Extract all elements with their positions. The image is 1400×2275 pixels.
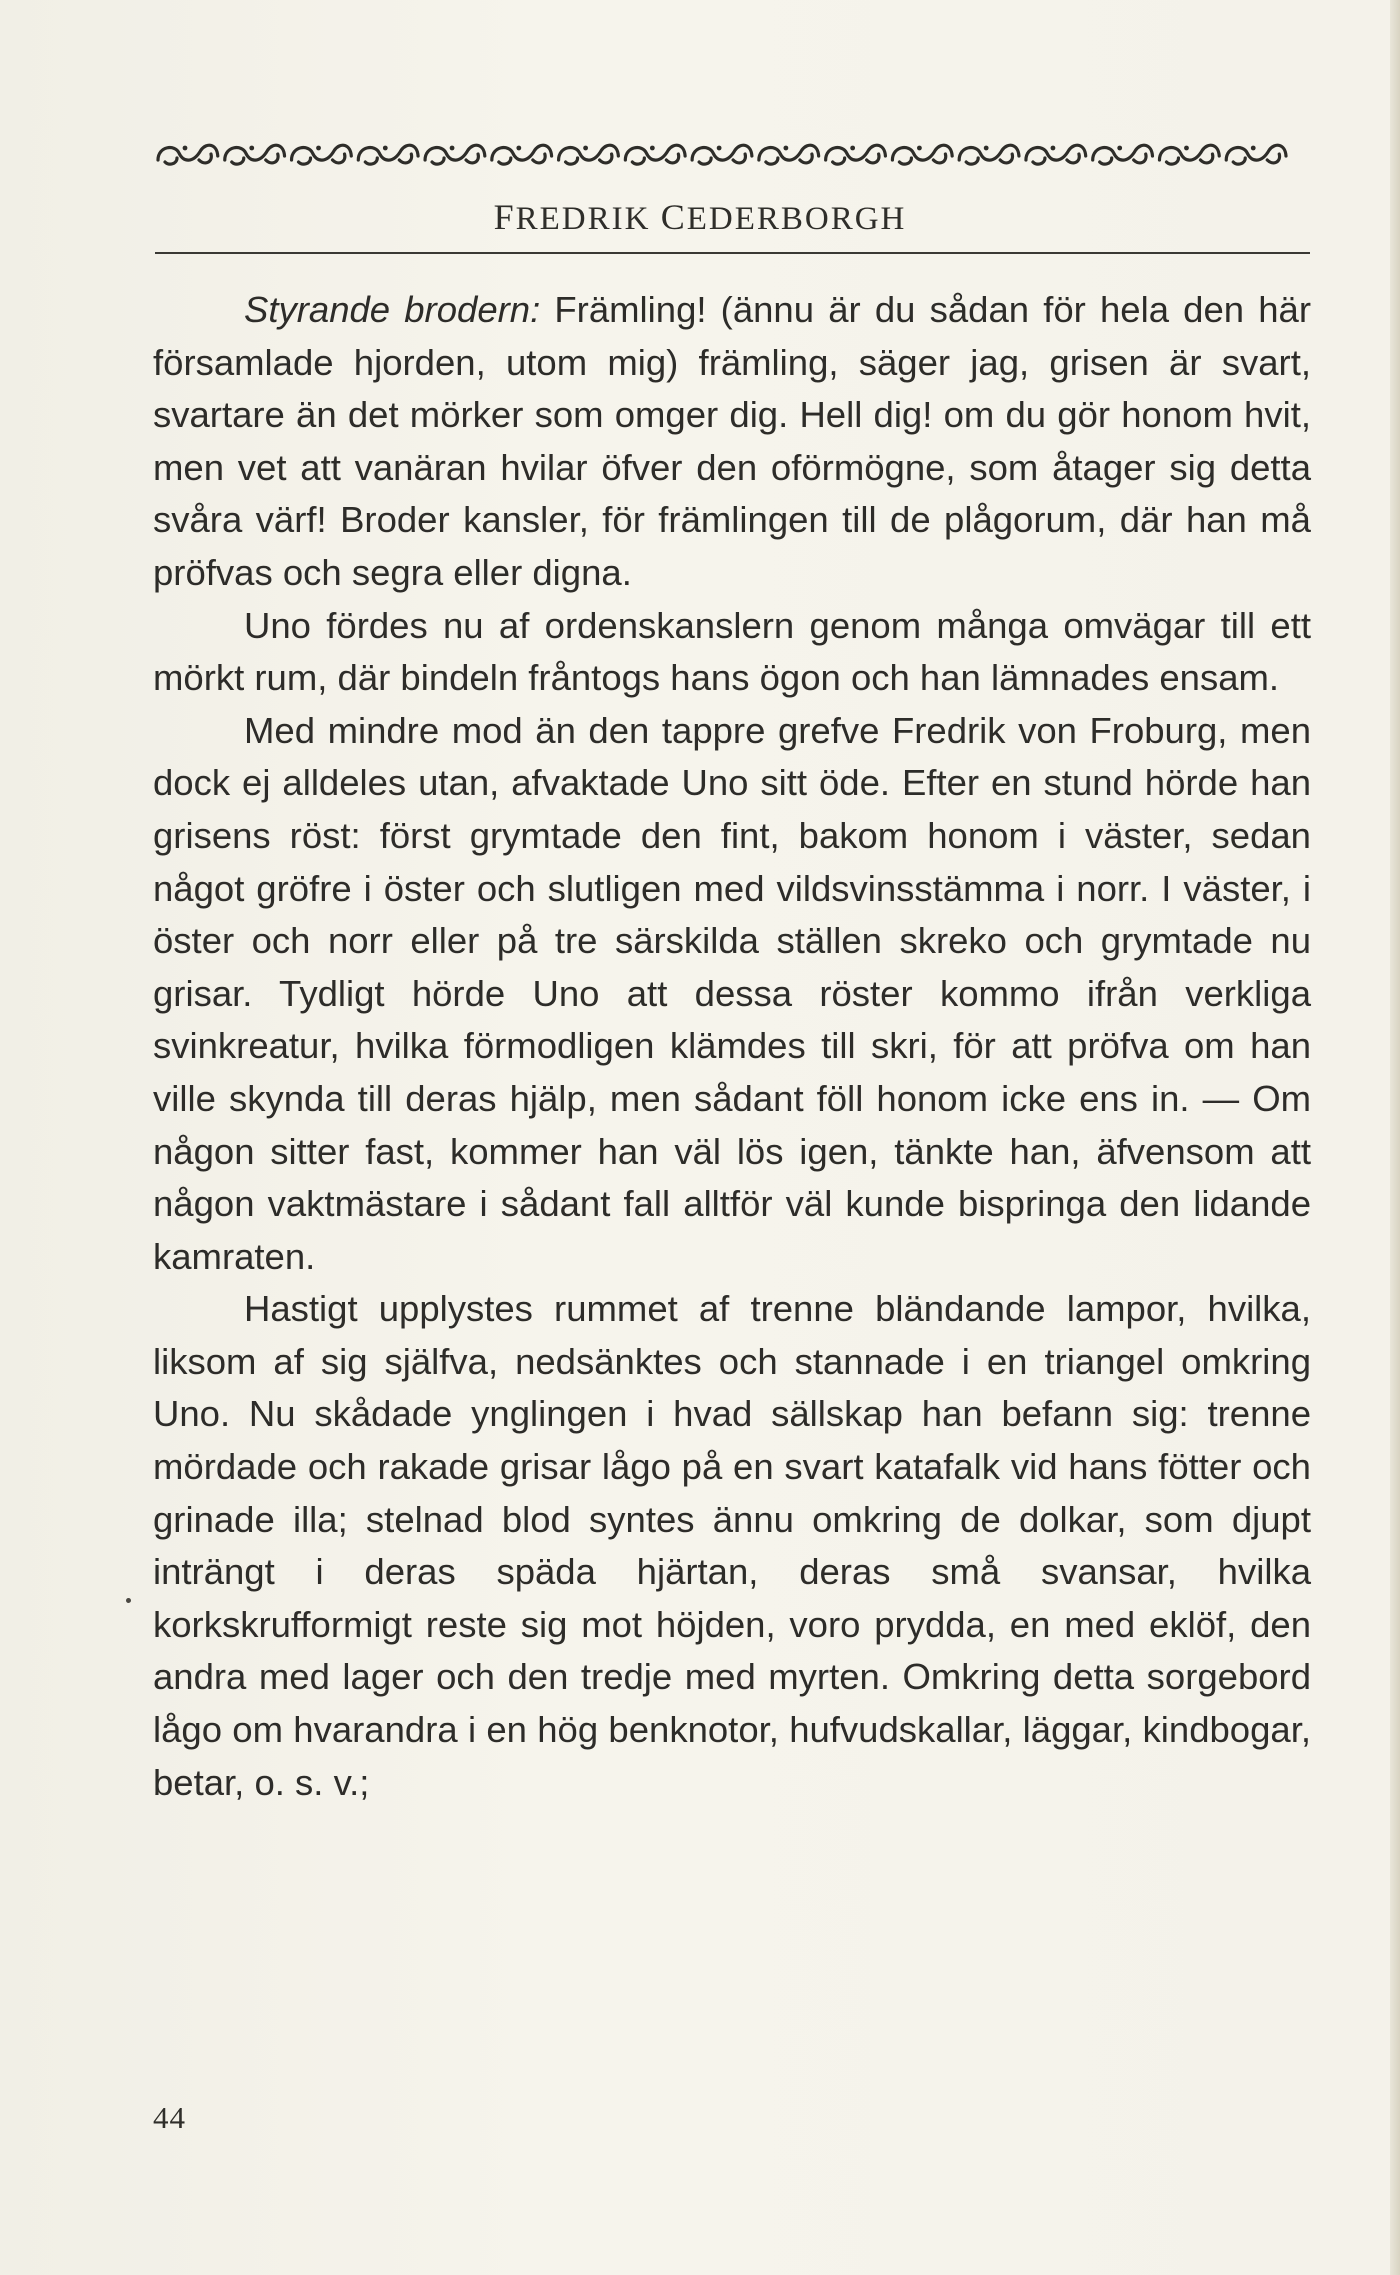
ornament-motif — [759, 145, 819, 164]
paragraph-text: Främling! (ännu är du sådan för hela den här församlade hjorden, utom mig) främling, säger jag, grisen är svart, svartare än det mörker som omger dig. Hell dig! om du gör honom hvit, men vet att vanäran hvilar öfver den oförmögne, som åtager sig detta svåra värf! Broder kansler, för främlingen till de plågorum, där han må pröfvas och segra eller digna. — [153, 289, 1311, 593]
running-head-initial-2: C — [660, 197, 687, 237]
ornament-motif — [625, 145, 685, 164]
margin-mark — [126, 1598, 131, 1603]
paragraph-1 — [153, 284, 1311, 600]
ornament-motif — [1093, 145, 1153, 164]
ornament-motif — [559, 145, 619, 164]
ornament-motif — [225, 145, 285, 164]
ornament-motif — [292, 145, 352, 164]
ornament-motif — [1226, 145, 1286, 164]
paragraph-text: Hastigt upplystes rummet af trenne bländande lampor, hvilka, liksom af sig själfva, nedsänktes och stannade i en triangel omkring Uno. Nu skådade ynglingen i hvad sällskap han befann sig: trenne mördade och rakade grisar lågo på en svart katafalk vid hans fötter och grinade illa; stelnad blod syntes ännu omkring de dolkar, som djupt inträngt i deras späda hjärtan, deras små svansar, hvilka korkskrufformigt reste sig mot höjden, voro prydda, en med eklöf, den andra med lager och den tredje med myrten. Omkring detta sorgebord lågo om hvarandra i en hög benknotor, hufvudskallar, läggar, kindbogar, betar, o. s. v.; — [153, 1288, 1311, 1803]
ornament-motif — [826, 145, 886, 164]
running-head-rest-2: EDERBORGH — [686, 201, 907, 237]
paragraph-text: Med mindre mod än den tappre grefve Fredrik von Froburg, men dock ej alldeles utan, afvaktade Uno sitt öde. Efter en stund hörde han grisens röst: först grymtade den fint, bakom honom i väster, sedan något gröfre i öster och slutligen med vildsvinsstämma i norr. I väster, i öster och norr eller på tre särskilda ställen skreko och grymtade nu grisar. Tydligt hörde Uno att dessa röster kommo ifrån verkliga svinkreatur, hvilka förmodligen klämdes till skri, för att pröfva om han ville skynda till deras hjälp, men sådant föll honom icke ens in. — Om någon sitter fast, kommer han väl lös igen, tänkte han, äfvensom att någon vaktmästare i sådant fall alltför väl kunde bispringa den lidande kamraten. — [153, 709, 1311, 1277]
page-edge — [1390, 0, 1400, 2275]
paragraph-4 — [153, 1283, 1311, 1809]
paragraph-3 — [153, 705, 1311, 1284]
body-text — [153, 284, 1311, 1809]
running-head-initial-1: F — [493, 197, 516, 237]
ornament-motif — [1159, 145, 1219, 164]
ornament-motif — [158, 145, 218, 164]
ornament-motif — [425, 145, 485, 164]
paragraph-text: Uno fördes nu af ordenskanslern genom många omvägar till ett mörkt rum, där bindeln fråntogs hans ögon och han lämnades ensam. — [153, 604, 1311, 699]
header-rule — [155, 252, 1310, 254]
ornament-motif — [358, 145, 418, 164]
paragraph-2 — [153, 600, 1311, 705]
ornament-motif — [692, 145, 752, 164]
scroll-wave-ornament-icon — [155, 138, 1290, 170]
running-head — [0, 196, 1400, 238]
running-head-rest-1: REDRIK — [515, 201, 651, 237]
ornament-motif — [492, 145, 552, 164]
ornament-motif — [1026, 145, 1086, 164]
ornament-motif — [959, 145, 1019, 164]
ornament-motif — [892, 145, 952, 164]
page-number: 44 — [153, 2100, 186, 2135]
speaker-label: Styrande brodern: — [244, 289, 541, 330]
